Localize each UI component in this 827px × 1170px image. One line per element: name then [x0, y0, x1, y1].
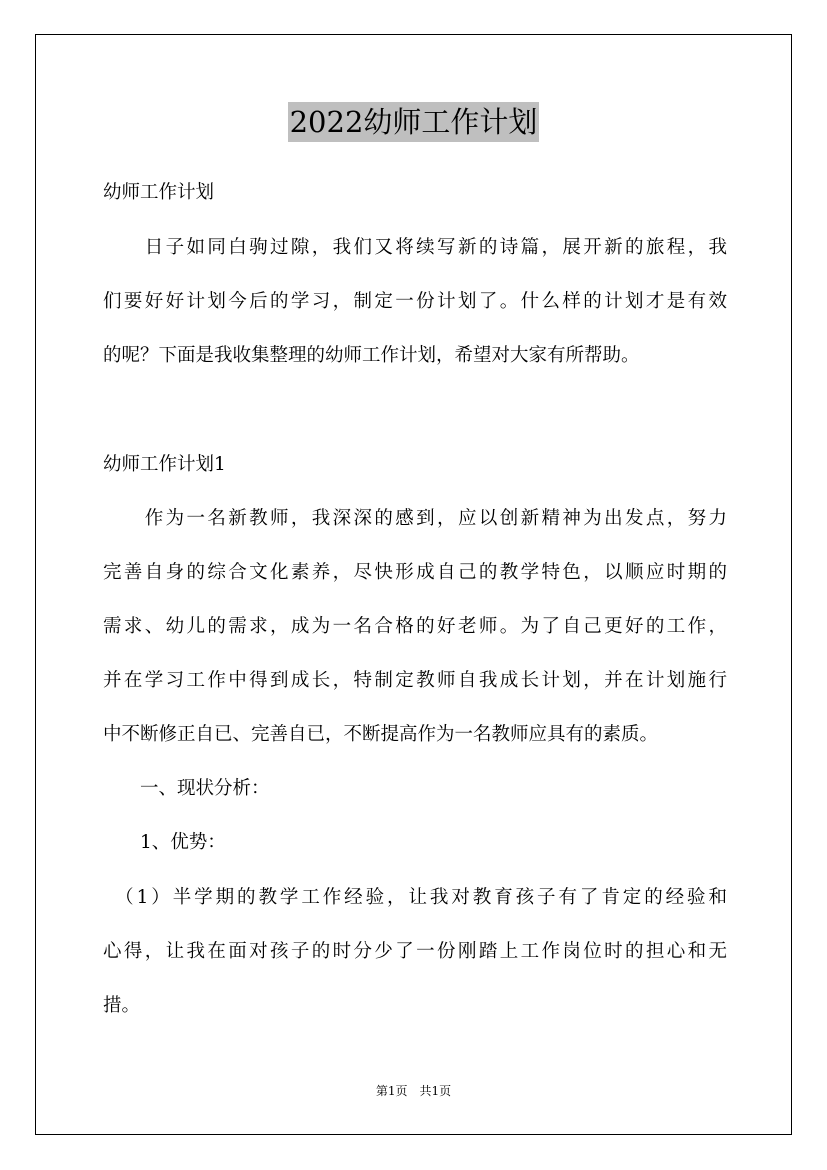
subheading: 一、现状分析：	[103, 778, 270, 799]
paragraph-line: 完善自身的综合文化素养，尽快形成自己的教学特色，以顺应时期的	[103, 562, 727, 583]
page-number-footer: 第1页 共1页	[375, 1084, 452, 1098]
paragraph-line: 心得，让我在面对孩子的时分少了一份刚踏上工作岗位时的担心和无	[103, 941, 727, 962]
subheading: 1、优势：	[103, 832, 226, 853]
section-heading: 幼师工作计划	[103, 182, 215, 203]
paragraph-line: 需求、幼儿的需求，成为一名合格的好老师。为了自己更好的工作，	[103, 616, 727, 637]
paragraph-line: 们要好好计划今后的学习，制定一份计划了。什么样的计划才是有效	[103, 291, 727, 312]
paragraph-line: 日子如同白驹过隙，我们又将续写新的诗篇，展开新的旅程，我	[103, 237, 727, 258]
paragraph-line: 作为一名新教师，我深深的感到，应以创新精神为出发点，努力	[103, 508, 727, 529]
paragraph-line: 中不断修正自已、完善自已，不断提高作为一名教师应具有的素质。	[103, 724, 659, 745]
paragraph-line: 措。	[103, 995, 141, 1016]
paragraph-line: 并在学习工作中得到成长，特制定教师自我成长计划，并在计划施行	[103, 670, 727, 691]
paragraph-line: （1）半学期的教学工作经验，让我对教育孩子有了肯定的经验和	[103, 887, 727, 908]
section-heading: 幼师工作计划1	[103, 454, 226, 475]
document-title-wrap	[0, 102, 827, 142]
document-title: 2022幼师工作计划	[288, 102, 540, 142]
paragraph-line: 的呢？下面是我收集整理的幼师工作计划，希望对大家有所帮助。	[103, 345, 640, 366]
